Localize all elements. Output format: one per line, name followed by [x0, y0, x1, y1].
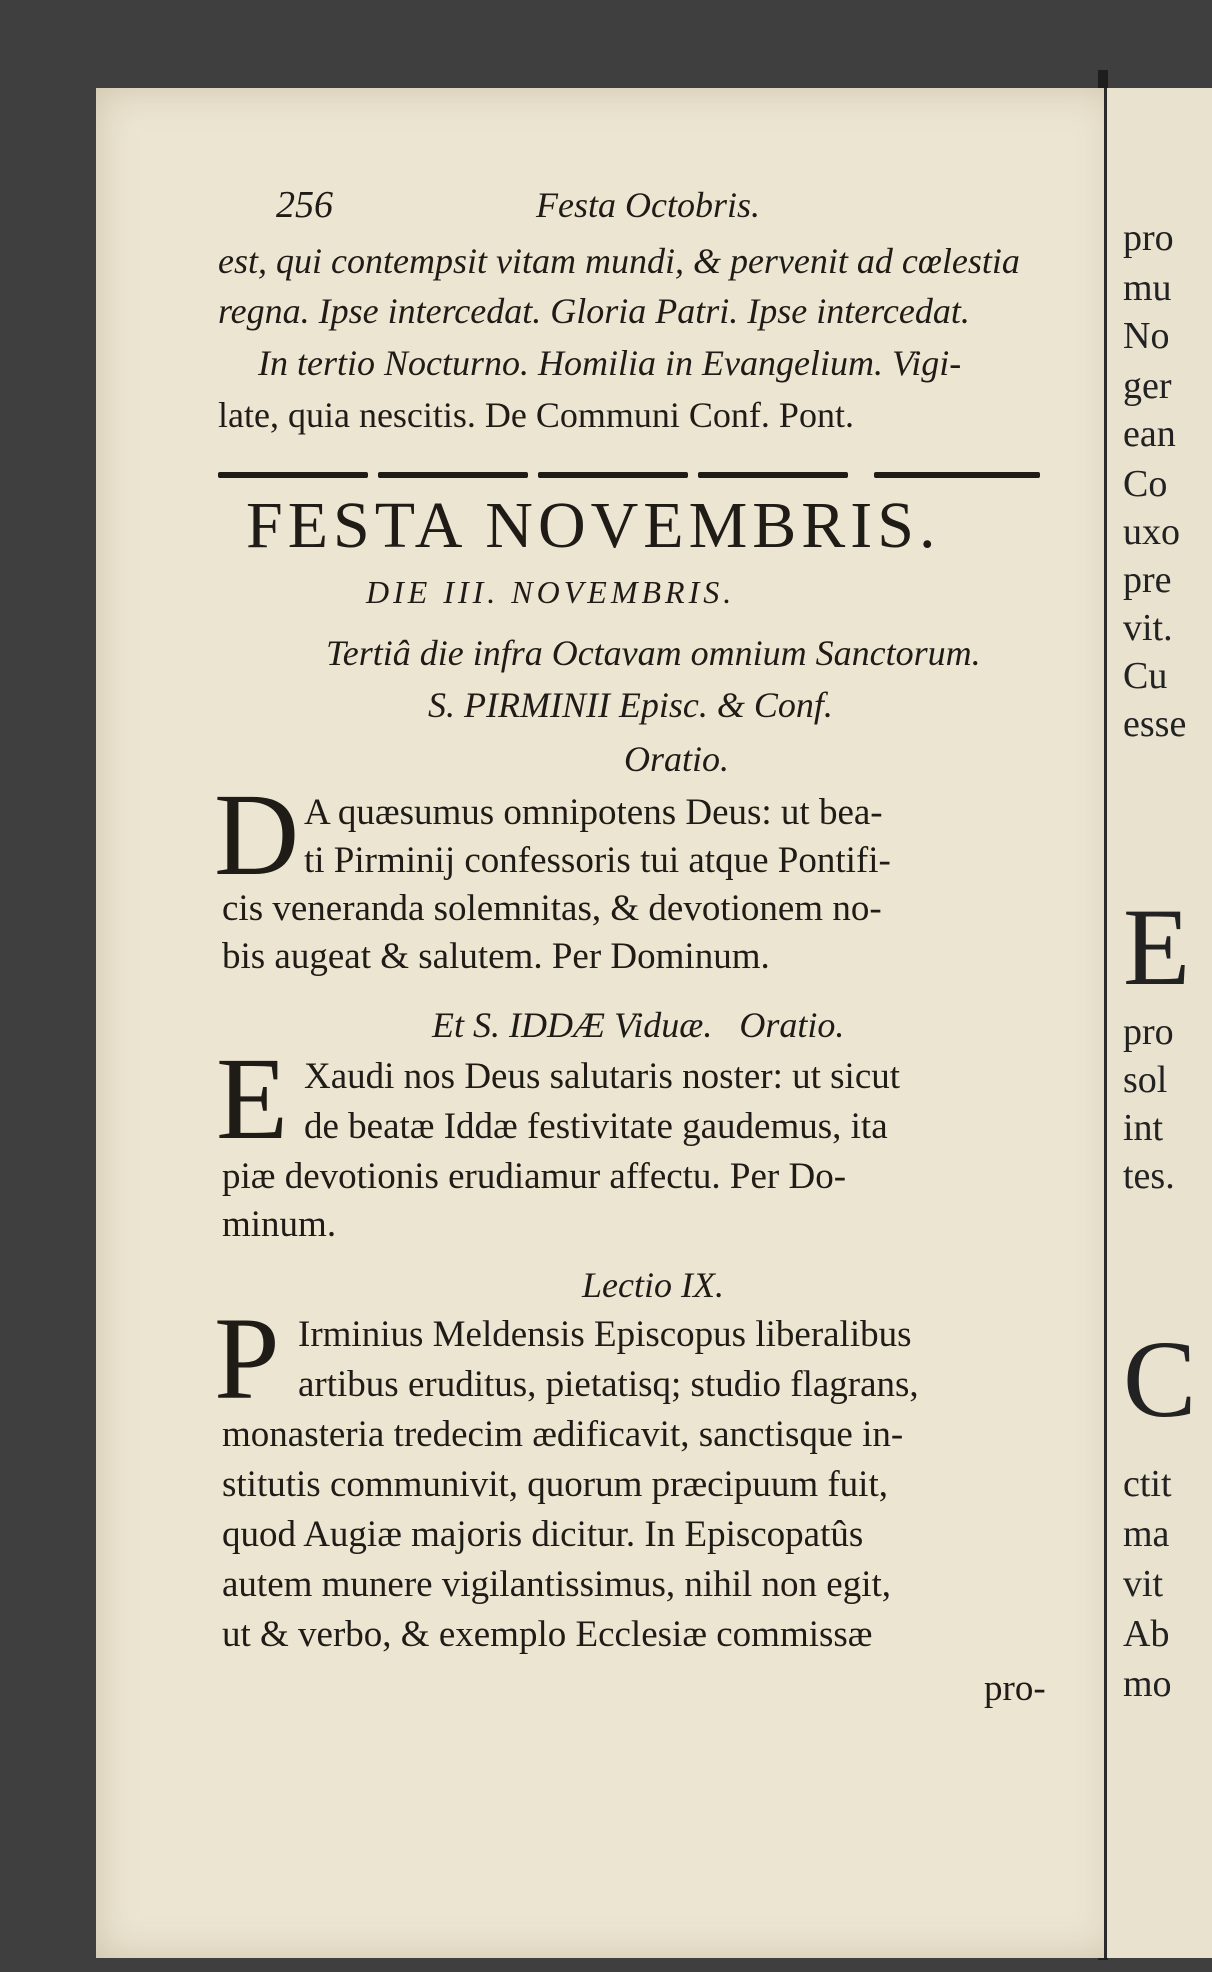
text-line: bis augeat & salutem. Per Dominum. — [222, 936, 770, 977]
octave-line: Tertiâ die infra Octavam omnium Sanctorum. — [326, 633, 981, 673]
text-line: cis veneranda solemnitas, & devotionem no- — [222, 888, 882, 929]
text-fragment: sol — [1123, 1059, 1168, 1101]
section-rule — [698, 472, 848, 478]
text-fragment: Co — [1123, 463, 1168, 505]
text-fragment: Ab — [1123, 1613, 1170, 1655]
text-line: ut & verbo, & exemplo Ecclesiæ commissæ — [222, 1614, 873, 1655]
text-fragment: int — [1123, 1107, 1164, 1149]
text-fragment: pro — [1123, 1011, 1174, 1053]
drop-cap-d: D — [214, 769, 300, 900]
section-rule — [538, 472, 688, 478]
text-line: autem munere vigilantissimus, nihil non egit, — [222, 1564, 891, 1605]
text-fragment: mo — [1123, 1663, 1172, 1705]
book-page-left — [96, 88, 1116, 1958]
text-fragment: pro — [1123, 217, 1174, 259]
text-line: de beatæ Iddæ festivitate gaudemus, ita — [304, 1106, 888, 1147]
section-rule — [874, 472, 1040, 478]
day-line: DIE III. NOVEMBRIS. — [366, 574, 736, 610]
text-line: In tertio Nocturno. Homilia in Evangelium. Vigi- — [258, 343, 962, 383]
text-fragment: tes. — [1123, 1155, 1175, 1197]
text-fragment: esse — [1123, 703, 1187, 745]
drop-cap-e: E — [216, 1033, 289, 1164]
drop-cap-p: P — [214, 1293, 280, 1424]
text-line: piæ devotionis erudiamur affectu. Per Do- — [222, 1156, 847, 1197]
text-line: ti Pirminij confessoris tui atque Pontifi- — [304, 840, 891, 881]
text-line: quod Augiæ majoris dicitur. In Episcopatûs — [222, 1514, 864, 1555]
drop-cap-c-facing: C — [1123, 1318, 1197, 1440]
text-line: minum. — [222, 1204, 337, 1245]
text-line: monasteria tredecim ædificavit, sanctisque in- — [222, 1414, 904, 1455]
text-line: artibus eruditus, pietatisq; studio flagrans, — [298, 1364, 919, 1405]
oratio-heading: Et S. IDDÆ Viduæ. Oratio. — [432, 1005, 845, 1045]
drop-cap-e-facing: E — [1123, 886, 1191, 1008]
text-fragment: ctit — [1123, 1463, 1172, 1505]
book-page-right — [1104, 88, 1212, 1958]
text-fragment: pre — [1123, 559, 1172, 601]
text-line: est, qui contempsit vitam mundi, & pervenit ad cœlestia — [218, 241, 1020, 281]
text-fragment: vit — [1123, 1563, 1164, 1605]
text-fragment: No — [1123, 315, 1170, 357]
text-fragment: mu — [1123, 267, 1172, 309]
text-line: Xaudi nos Deus salutaris noster: ut sicut — [304, 1056, 901, 1097]
saint-line: S. PIRMINII Episc. & Conf. — [428, 685, 833, 725]
running-title: Festa Octobris. — [536, 185, 760, 225]
catchword: pro- — [984, 1668, 1046, 1709]
text-fragment: vit. — [1123, 607, 1173, 649]
lectio-heading: Lectio IX. — [582, 1265, 724, 1305]
text-fragment: ean — [1123, 413, 1176, 455]
text-fragment: Cu — [1123, 655, 1168, 697]
section-title: FESTA NOVEMBRIS. — [246, 489, 941, 562]
page-number: 256 — [276, 184, 333, 226]
text-line: Irminius Meldensis Episcopus liberalibus — [298, 1314, 912, 1355]
text-line: A quæsumus omnipotens Deus: ut bea- — [304, 792, 883, 833]
text-line: stitutis communivit, quorum præcipuum fuit, — [222, 1464, 888, 1505]
text-line: late, quia nescitis. De Communi Conf. Pont. — [218, 395, 854, 435]
text-line: regna. Ipse intercedat. Gloria Patri. Ipse intercedat. — [218, 291, 970, 331]
section-rule — [378, 472, 528, 478]
text-fragment: ger — [1123, 365, 1172, 407]
text-fragment: uxo — [1123, 511, 1180, 553]
text-fragment: ma — [1123, 1513, 1170, 1555]
oratio-heading: Oratio. — [624, 739, 730, 779]
section-rule — [218, 472, 368, 478]
